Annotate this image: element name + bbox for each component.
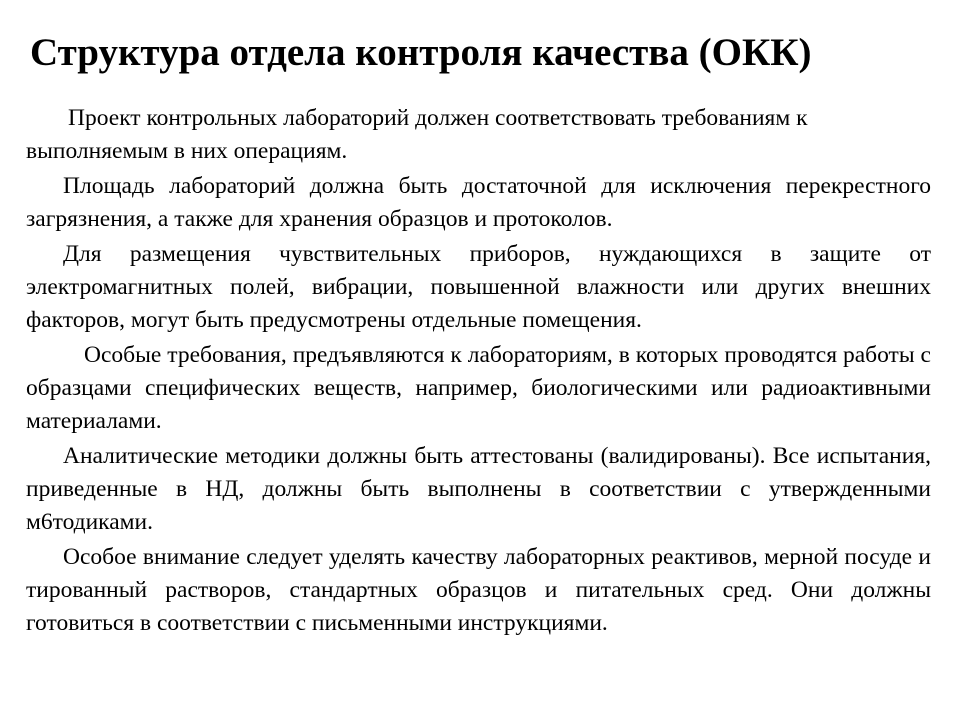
paragraph-special-requirements: Особые требования, предъявляются к лабораториям, в которых проводятся работы с образцами специфических веществ, например, биологическими или радиоактивными материалами. bbox=[26, 342, 931, 434]
paragraph-reagents-quality: Особое внимание следует уделять качеству лабораторных реактивов, мерной посуде и тированный растворов, стандартных образцов и питательных сред. Они должны готовиться в соответствии с письменными инструкциями. bbox=[26, 544, 931, 636]
paragraph-lab-design: Проект контрольных лабораторий должен соответствовать требованиям к выполняемым в них операциям. bbox=[26, 105, 808, 164]
slide-body bbox=[26, 102, 931, 642]
slide-title: Структура отдела контроля качества (ОКК) bbox=[30, 31, 812, 74]
paragraph-sensitive-instruments: Для размещения чувствительных приборов, нуждающихся в защите от электромагнитных полей, вибрации, повышенной влажности или других внешних факторов, могут быть предусмотрены отдельные помещения. bbox=[26, 241, 931, 333]
paragraph-analytical-methods: Аналитические методики должны быть аттестованы (валидированы). Все испытания, приведенные в НД, должны быть выполнены в соответствии с утвержденными м6тодиками. bbox=[26, 443, 931, 535]
paragraph-lab-area: Площадь лабораторий должна быть достаточной для исключения перекрестного загрязнения, а также для хранения образцов и протоколов. bbox=[26, 173, 931, 232]
